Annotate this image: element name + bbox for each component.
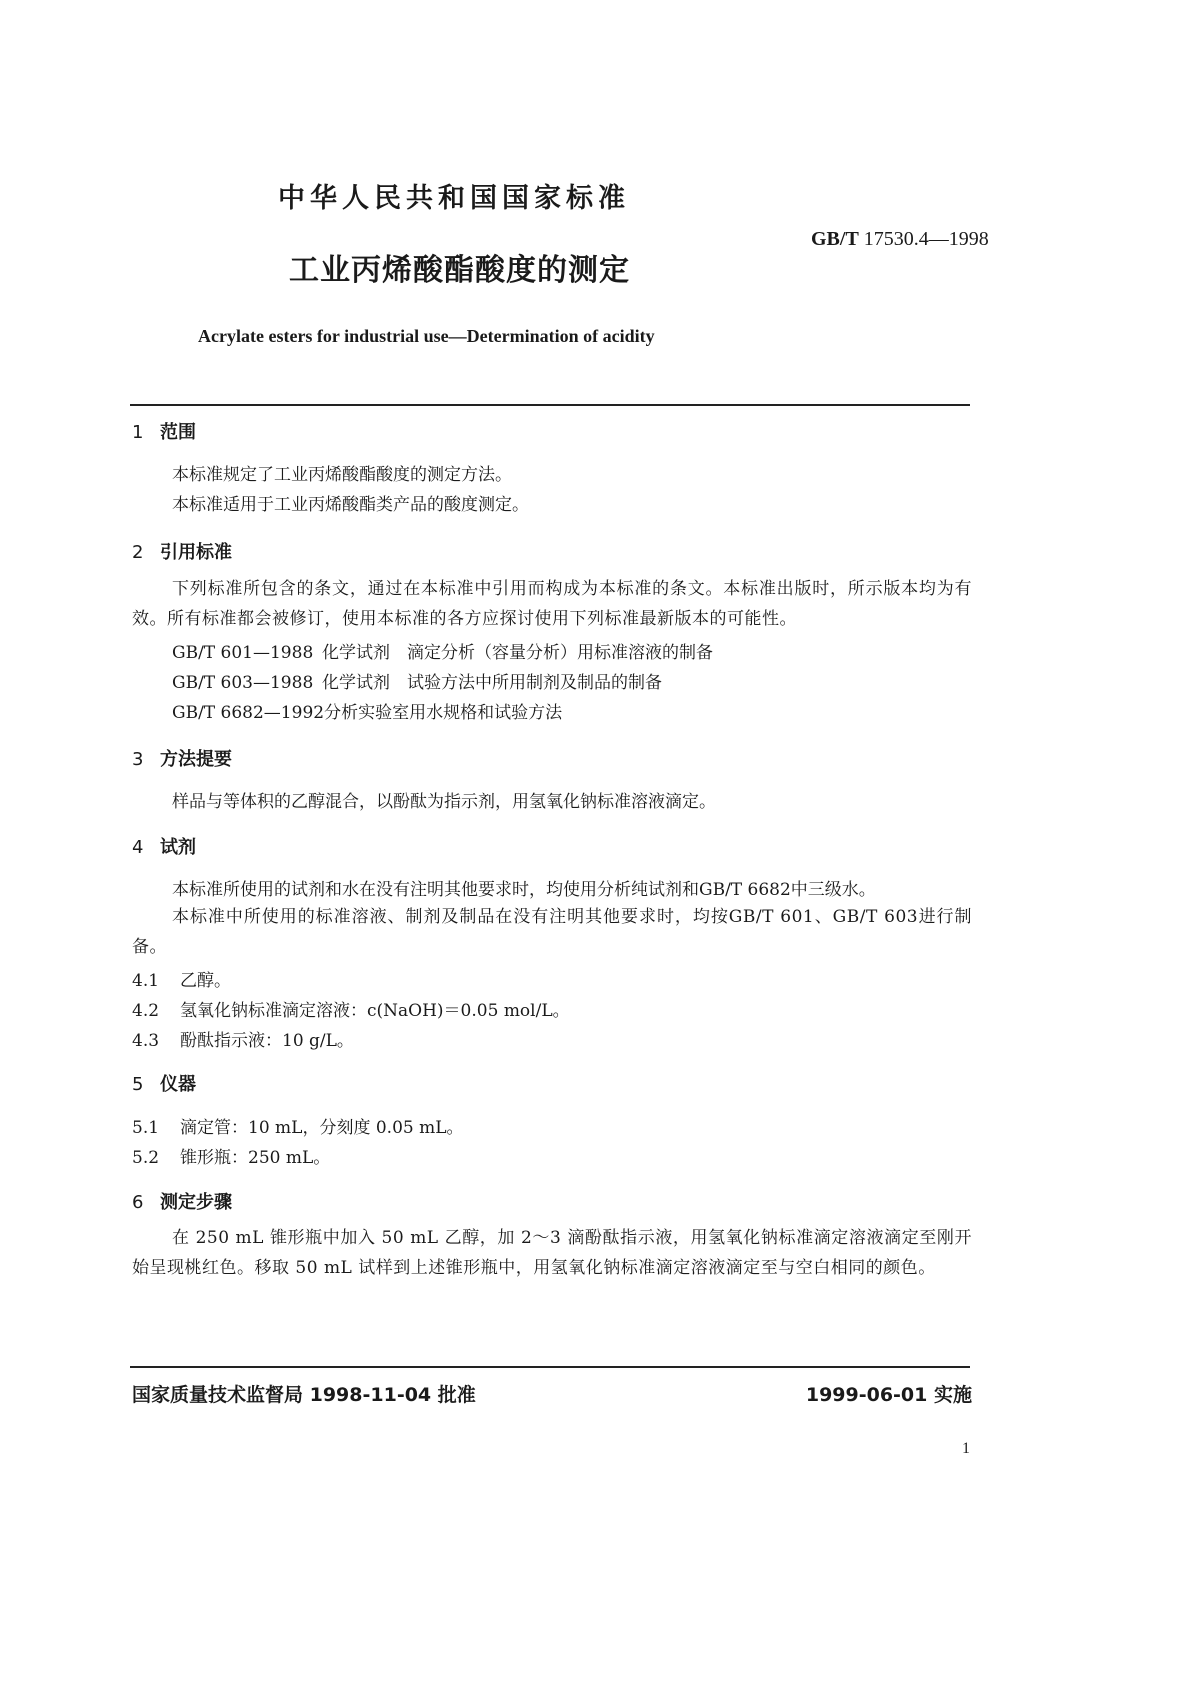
section-2-paragraph: 下列标准所包含的条文，通过在本标准中引用而构成为本标准的条文。本标准出版时，所示版本均为有效。所有标准都会被修订，使用本标准的各方应探讨使用下列标准最新版本的可能性。 <box>132 579 972 629</box>
section-title: 方法提要 <box>160 749 232 770</box>
reference-item <box>172 668 662 693</box>
section-number: 6 <box>132 1192 144 1213</box>
section-4-paragraph: 本标准中所使用的标准溶液、制剂及制品在没有注明其他要求时，均按GB/T 601、GB/T 603进行制备。 <box>132 907 972 957</box>
section-1-heading <box>132 418 196 444</box>
section-5-heading <box>132 1070 196 1096</box>
reference-code: GB/T 603—1988 <box>172 673 314 693</box>
clause-number: 4.1 <box>132 971 160 991</box>
page-number: 1 <box>962 1440 970 1457</box>
clause-item <box>132 1143 330 1168</box>
clause-item <box>132 966 231 991</box>
footer-divider <box>130 1366 970 1368</box>
section-4-heading <box>132 833 196 859</box>
clause-text: 酚酞指示液：10 g/L。 <box>180 1031 354 1051</box>
clause-text: 氢氧化钠标准滴定溶液：c(NaOH)＝0.05 mol/L。 <box>180 1001 570 1021</box>
clause-item <box>132 1026 354 1051</box>
reference-item <box>172 698 562 723</box>
clause-text: 滴定管：10 mL，分刻度 0.05 mL。 <box>180 1118 464 1138</box>
standard-organization: 中华人民共和国国家标准 <box>278 183 630 214</box>
clause-number: 4.3 <box>132 1031 160 1051</box>
approval-info: 国家质量技术监督局 1998-11-04 批准 <box>132 1384 476 1406</box>
section-6-heading <box>132 1188 232 1214</box>
reference-item <box>172 638 713 663</box>
section-number: 5 <box>132 1074 144 1095</box>
standard-code-prefix: GB/T <box>811 228 859 250</box>
standard-code <box>811 228 989 251</box>
reference-code: GB/T 6682—1992 <box>172 703 325 723</box>
reference-code: GB/T 601—1988 <box>172 643 314 663</box>
reference-title: 化学试剂 试验方法中所用制剂及制品的制备 <box>322 673 662 693</box>
clause-number: 4.2 <box>132 1001 160 1021</box>
clause-text: 锥形瓶：250 mL。 <box>180 1148 331 1168</box>
standard-code-number: 17530.4—1998 <box>863 228 989 250</box>
section-1-paragraph: 本标准适用于工业丙烯酸酯类产品的酸度测定。 <box>172 495 529 515</box>
section-number: 1 <box>132 422 144 443</box>
section-1-paragraph: 本标准规定了工业丙烯酸酯酸度的测定方法。 <box>172 465 512 485</box>
section-number: 3 <box>132 749 144 770</box>
clause-text: 乙醇。 <box>180 971 231 991</box>
section-title: 试剂 <box>160 837 196 858</box>
header-divider <box>130 404 970 406</box>
clause-item <box>132 1113 464 1138</box>
section-number: 2 <box>132 542 144 563</box>
section-title: 测定步骤 <box>160 1192 232 1213</box>
clause-item <box>132 996 570 1021</box>
document-title-cn: 工业丙烯酸酯酸度的测定 <box>289 253 630 288</box>
section-title: 范围 <box>160 422 196 443</box>
section-3-paragraph: 样品与等体积的乙醇混合，以酚酞为指示剂，用氢氧化钠标准溶液滴定。 <box>172 792 716 812</box>
document-title-en: Acrylate esters for industrial use—Determination of acidity <box>198 326 655 346</box>
section-4-paragraph: 本标准所使用的试剂和水在没有注明其他要求时，均使用分析纯试剂和GB/T 6682中三级水。 <box>172 880 876 900</box>
section-title: 仪器 <box>160 1074 196 1095</box>
section-3-heading <box>132 745 232 771</box>
effective-date: 1999-06-01 实施 <box>805 1384 972 1406</box>
reference-title: 分析实验室用水规格和试验方法 <box>324 703 563 723</box>
section-2-heading <box>132 538 232 564</box>
clause-number: 5.2 <box>132 1148 160 1168</box>
section-title: 引用标准 <box>160 542 232 563</box>
clause-number: 5.1 <box>132 1118 160 1138</box>
section-number: 4 <box>132 837 144 858</box>
section-6-paragraph: 在 250 mL 锥形瓶中加入 50 mL 乙醇，加 2～3 滴酚酞指示液，用氢氧化钠标准滴定溶液滴定至刚开始呈现桃红色。移取 50 mL 试样到上述锥形瓶中，用氢氧化钠标准滴定溶液滴定至与空白相同的颜色。 <box>132 1228 972 1278</box>
reference-title: 化学试剂 滴定分析（容量分析）用标准溶液的制备 <box>322 643 713 663</box>
